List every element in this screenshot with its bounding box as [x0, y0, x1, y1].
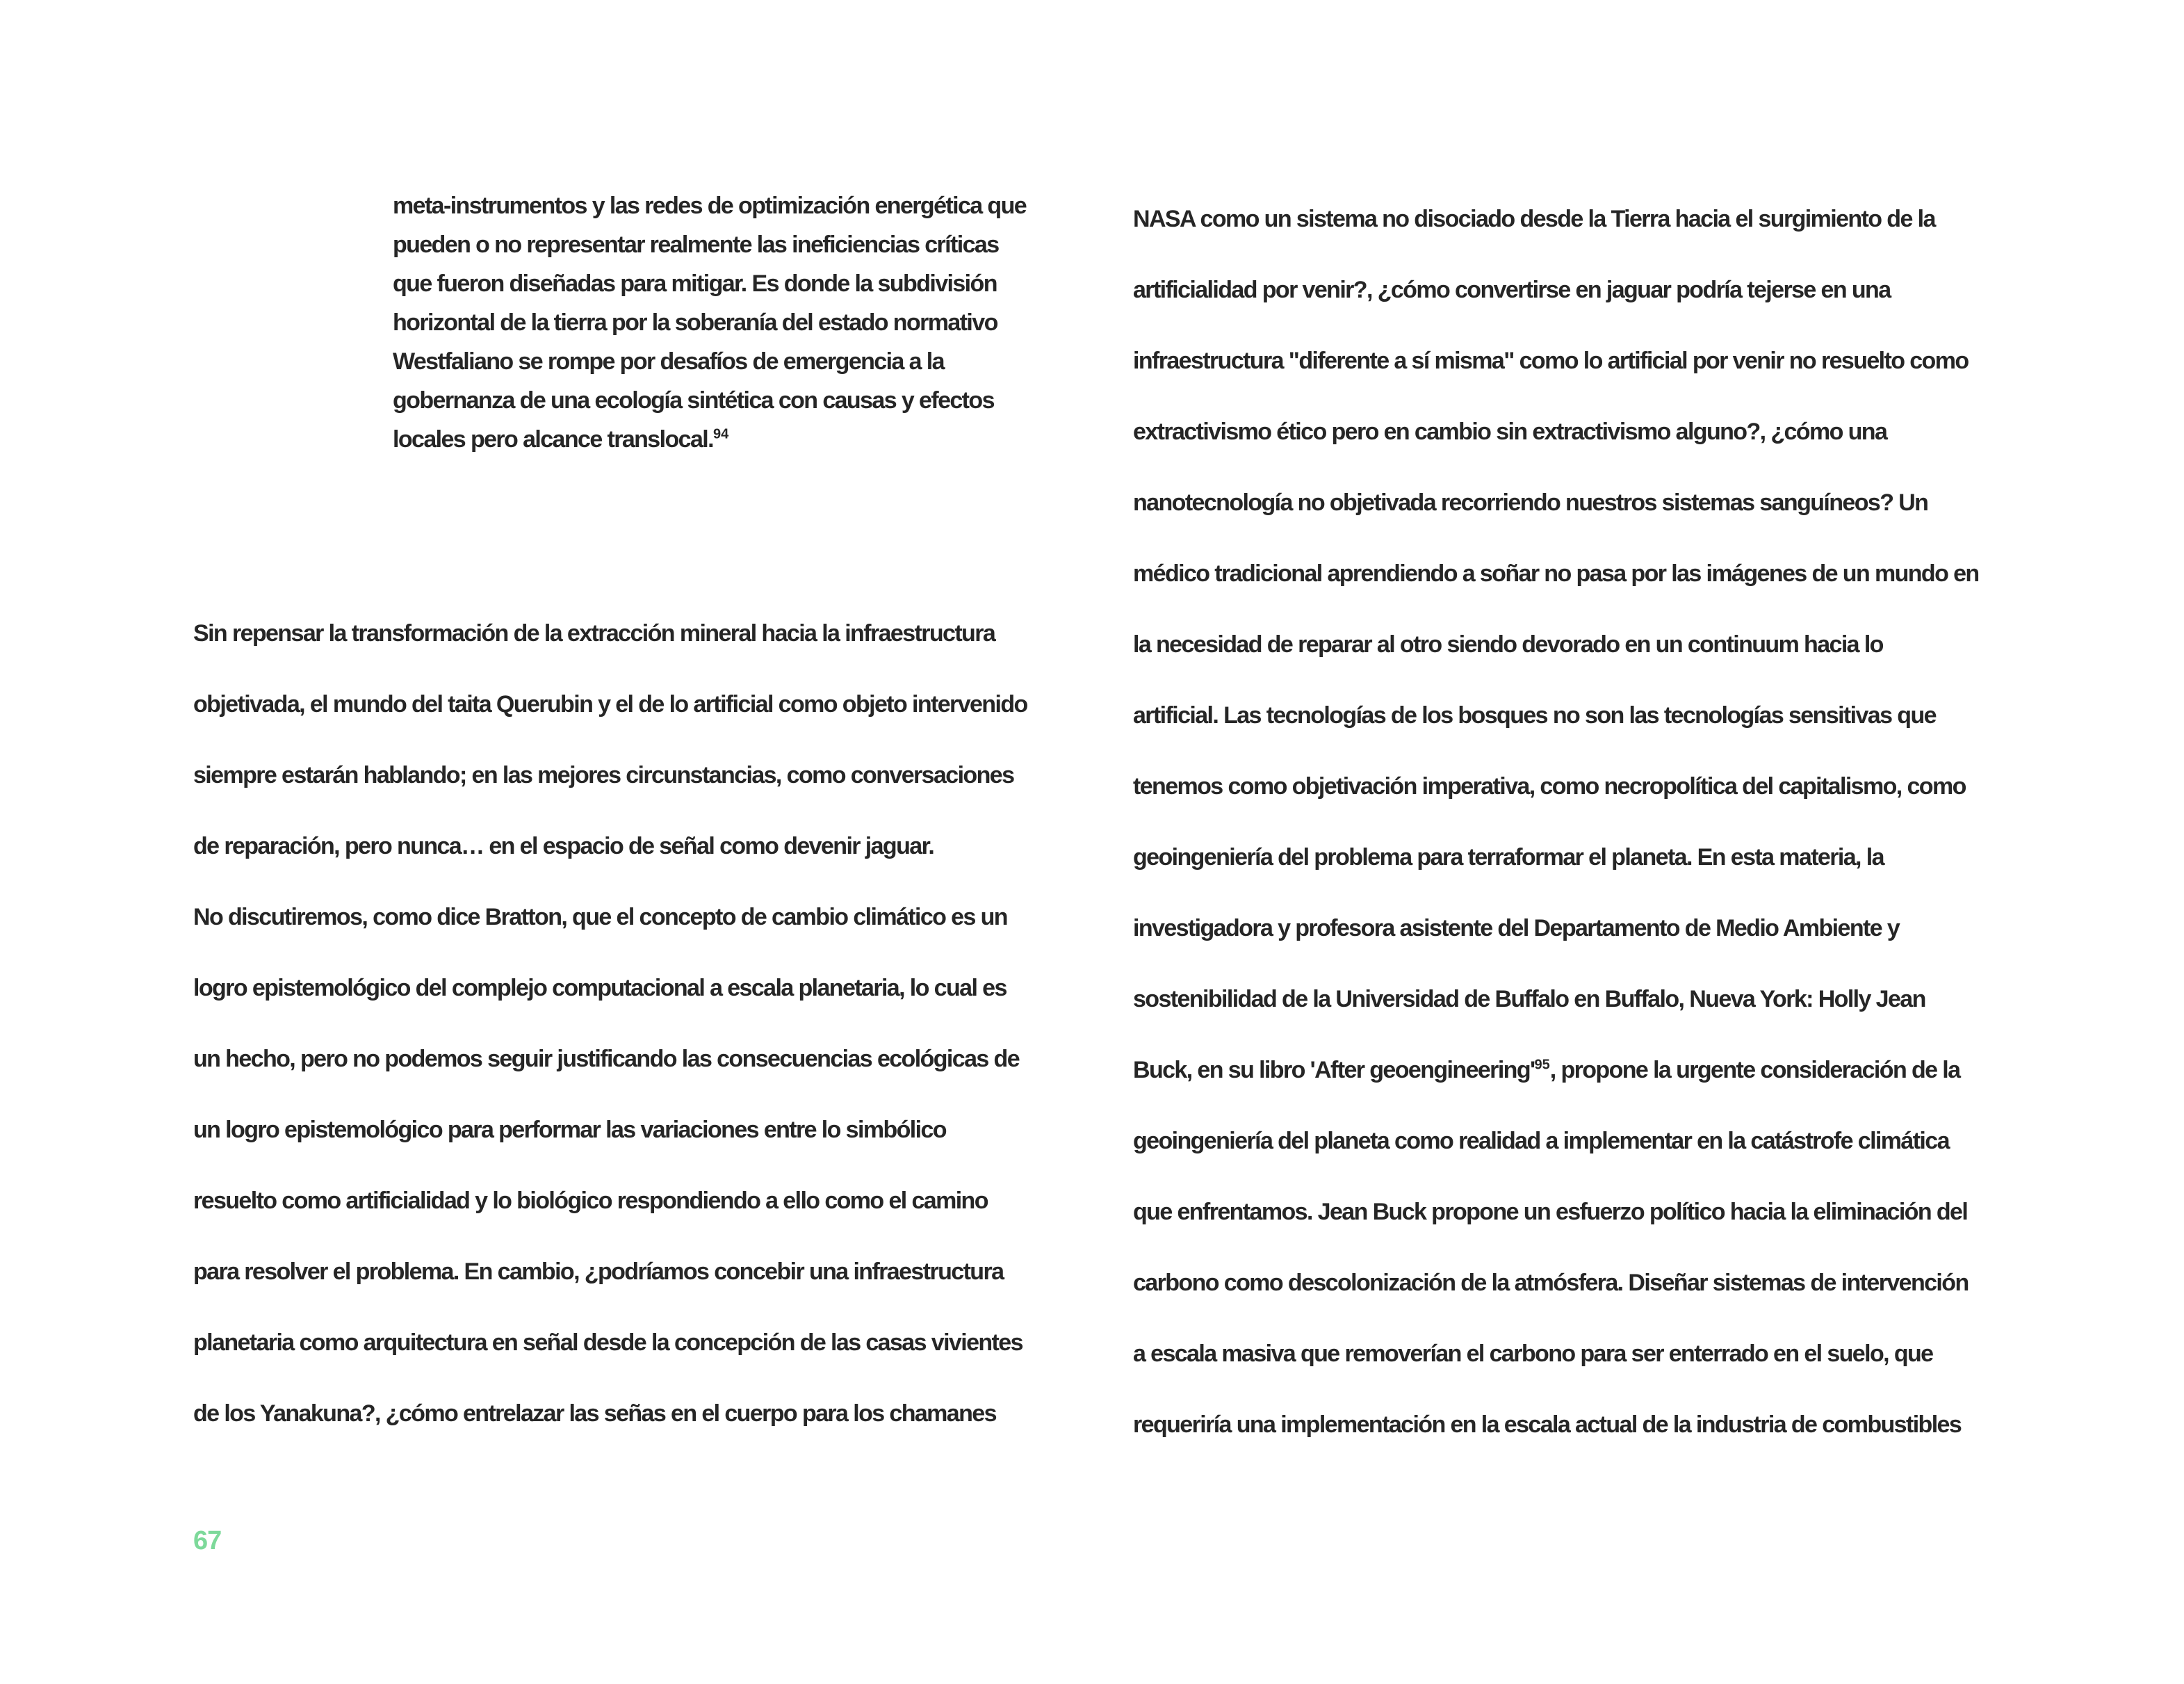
- quote-line-text: locales pero alcance translocal.: [393, 426, 713, 453]
- body-line: tenemos como objetivación imperativa, como necropolítica del capitalismo, como: [1133, 773, 1966, 800]
- body-line: para resolver el problema. En cambio, ¿podríamos concebir una infraestructura: [193, 1258, 1004, 1285]
- quote-line: que fueron diseñadas para mitigar. Es donde la subdivisión: [393, 270, 997, 297]
- quote-line: horizontal de la tierra por la soberanía del estado normativo: [393, 309, 997, 336]
- body-line: un logro epistemológico para performar las variaciones entre lo simbólico: [193, 1117, 946, 1143]
- body-line: sostenibilidad de la Universidad de Buffalo en Buffalo, Nueva York: Holly Jean: [1133, 986, 1925, 1012]
- right-column-text: [1133, 184, 2002, 1460]
- body-line: Sin repensar la transformación de la extracción mineral hacia la infraestructura: [193, 620, 995, 647]
- quote-line: Westfaliano se rompe por desafíos de emergencia a la: [393, 348, 944, 375]
- body-line: de reparación, pero nunca… en el espacio de señal como devenir jaguar.: [193, 833, 934, 859]
- body-line: médico tradicional aprendiendo a soñar no pasa por las imágenes de un mundo en: [1133, 560, 1979, 587]
- body-line: requeriría una implementación en la escala actual de la industria de combustibles: [1133, 1411, 1962, 1438]
- block-quote: [393, 186, 1046, 459]
- body-line: de los Yanakuna?, ¿cómo entrelazar las señas en el cuerpo para los chamanes: [193, 1400, 996, 1427]
- body-line-text: , propone la urgente consideración de la: [1549, 1057, 1960, 1083]
- body-line: la necesidad de reparar al otro siendo devorado en un continuum hacia lo: [1133, 631, 1883, 658]
- body-line: [1133, 1035, 2002, 1106]
- body-line: infraestructura "diferente a sí misma" como lo artificial por venir no resuelto como: [1133, 348, 1969, 374]
- body-line: resuelto como artificialidad y lo biológico respondiendo a ello como el camino: [193, 1188, 988, 1214]
- body-line: No discutiremos, como dice Bratton, que el concepto de cambio climático es un: [193, 904, 1007, 930]
- quote-line: gobernanza de una ecología sintética con causas y efectos: [393, 387, 994, 414]
- left-column-text: [193, 598, 1043, 1449]
- body-line: a escala masiva que removerían el carbono para ser enterrado en el suelo, que: [1133, 1341, 1933, 1367]
- body-line: carbono como descolonización de la atmósfera. Diseñar sistemas de intervención: [1133, 1270, 1969, 1296]
- body-line: NASA como un sistema no disociado desde la Tierra hacia el surgimiento de la: [1133, 206, 1935, 232]
- page-number: 67: [193, 1526, 222, 1555]
- body-line: planetaria como arquitectura en señal desde la concepción de las casas vivientes: [193, 1329, 1022, 1356]
- quote-line: [393, 420, 1046, 459]
- body-line-text: Buck, en su libro 'After geoengineering': [1133, 1057, 1535, 1083]
- quote-line: meta-instrumentos y las redes de optimización energética que: [393, 193, 1027, 219]
- body-line: nanotecnología no objetivada recorriendo nuestros sistemas sanguíneos? Un: [1133, 489, 1928, 516]
- footnote-marker: 95: [1534, 1057, 1550, 1073]
- body-line: artificialidad por venir?, ¿cómo convertirse en jaguar podría tejerse en una: [1133, 277, 1891, 303]
- body-line: investigadora y profesora asistente del Departamento de Medio Ambiente y: [1133, 915, 1900, 941]
- quote-line: pueden o no representar realmente las ineficiencias críticas: [393, 232, 999, 258]
- body-line: geoingeniería del planeta como realidad a implementar en la catástrofe climática: [1133, 1128, 1949, 1154]
- body-line: un hecho, pero no podemos seguir justificando las consecuencias ecológicas de: [193, 1046, 1020, 1072]
- body-line: logro epistemológico del complejo computacional a escala planetaria, lo cual es: [193, 975, 1007, 1001]
- body-line: geoingeniería del problema para terraformar el planeta. En esta materia, la: [1133, 844, 1884, 871]
- body-line: artificial. Las tecnologías de los bosques no son las tecnologías sensitivas que: [1133, 702, 1936, 729]
- body-line: que enfrentamos. Jean Buck propone un esfuerzo político hacia la eliminación del: [1133, 1199, 1968, 1225]
- footnote-marker: 94: [712, 426, 729, 442]
- body-line: objetivada, el mundo del taita Querubin y el de lo artificial como objeto intervenido: [193, 691, 1027, 718]
- body-line: extractivismo ético pero en cambio sin extractivismo alguno?, ¿cómo una: [1133, 419, 1887, 445]
- body-line: siempre estarán hablando; en las mejores circunstancias, como conversaciones: [193, 762, 1014, 788]
